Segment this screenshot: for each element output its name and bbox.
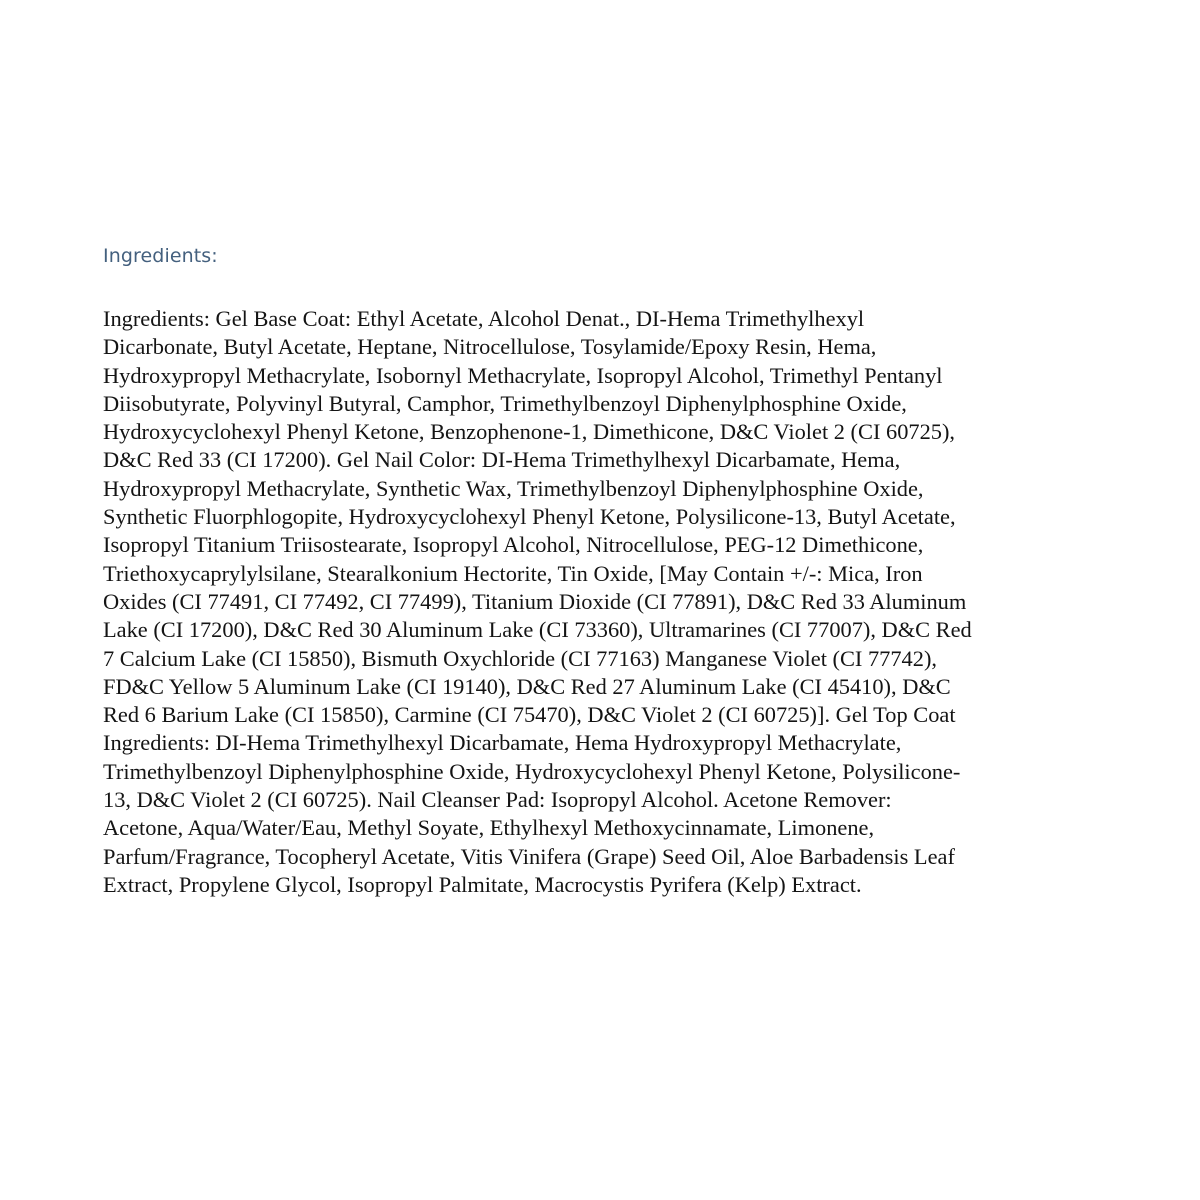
text-line: Lake (CI 17200), D&C Red 30 Aluminum Lake (CI 73360), Ultramarines (CI 77007), D&C Red	[103, 617, 972, 643]
text-line: 13, D&C Violet 2 (CI 60725). Nail Cleanser Pad: Isopropyl Alcohol. Acetone Remover:	[103, 787, 892, 813]
text-line: FD&C Yellow 5 Aluminum Lake (CI 19140), D&C Red 27 Aluminum Lake (CI 45410), D&C	[103, 673, 951, 699]
text-line: Ingredients: DI-Hema Trimethylhexyl Dicarbamate, Hema Hydroxypropyl Methacrylate,	[103, 730, 902, 756]
text-line: Trimethylbenzoyl Diphenylphosphine Oxide, Hydroxycyclohexyl Phenyl Ketone, Polysilicone-	[103, 758, 961, 784]
text-line: D&C Red 33 (CI 17200). Gel Nail Color: DI-Hema Trimethylhexyl Dicarbamate, Hema,	[103, 447, 901, 473]
text-line: 7 Calcium Lake (CI 15850), Bismuth Oxychloride (CI 77163) Manganese Violet (CI 77742),	[103, 645, 938, 671]
text-line: Hydroxycyclohexyl Phenyl Ketone, Benzophenone-1, Dimethicone, D&C Violet 2 (CI 60725),	[103, 419, 956, 445]
text-line: Dicarbonate, Butyl Acetate, Heptane, Nitrocellulose, Tosylamide/Epoxy Resin, Hema,	[103, 334, 877, 360]
text-line: Hydroxypropyl Methacrylate, Synthetic Wax, Trimethylbenzoyl Diphenylphosphine Oxide,	[103, 475, 924, 501]
text-line: Isopropyl Titanium Triisostearate, Isopropyl Alcohol, Nitrocellulose, PEG-12 Dimethicone,	[103, 532, 924, 558]
text-line: Ingredients: Gel Base Coat: Ethyl Acetate, Alcohol Denat., DI-Hema Trimethylhexyl	[103, 306, 865, 331]
ingredients-heading: Ingredients:	[103, 245, 218, 267]
text-line: Triethoxycaprylylsilane, Stearalkonium Hectorite, Tin Oxide, [May Contain +/-: Mica, Iron	[103, 560, 923, 586]
text-line: Oxides (CI 77491, CI 77492, CI 77499), Titanium Dioxide (CI 77891), D&C Red 33 Aluminum	[103, 588, 967, 614]
text-line: Parfum/Fragrance, Tocopheryl Acetate, Vitis Vinifera (Grape) Seed Oil, Aloe Barbadensis Leaf	[103, 843, 955, 869]
ingredients-body	[103, 305, 1103, 899]
text-line: Extract, Propylene Glycol, Isopropyl Palmitate, Macrocystis Pyrifera (Kelp) Extract.	[103, 871, 862, 897]
text-line: Diisobutyrate, Polyvinyl Butyral, Camphor, Trimethylbenzoyl Diphenylphosphine Oxide,	[103, 390, 907, 416]
text-line: Hydroxypropyl Methacrylate, Isobornyl Methacrylate, Isopropyl Alcohol, Trimethyl Pentanyl	[103, 362, 943, 388]
text-line: Synthetic Fluorphlogopite, Hydroxycyclohexyl Phenyl Ketone, Polysilicone-13, Butyl Acetate,	[103, 504, 956, 530]
text-line: Acetone, Aqua/Water/Eau, Methyl Soyate, Ethylhexyl Methoxycinnamate, Limonene,	[103, 815, 875, 841]
text-line: Red 6 Barium Lake (CI 15850), Carmine (CI 75470), D&C Violet 2 (CI 60725)]. Gel Top Coat	[103, 702, 956, 728]
